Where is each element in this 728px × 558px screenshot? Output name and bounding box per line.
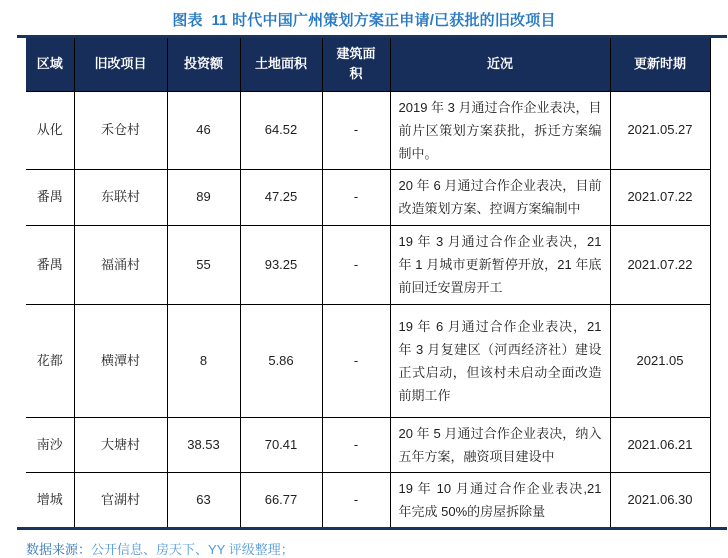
- cell-status: 2019 年 3 月通过合作企业表决，目前片区策划方案获批，拆迁方案编制中。: [390, 91, 610, 169]
- table-row: [26, 304, 710, 417]
- cell-project: 福涌村: [74, 225, 167, 304]
- cell-project: 禾仓村: [74, 91, 167, 169]
- cell-update-date: 2021.05: [610, 304, 710, 417]
- cell-land-area: 5.86: [240, 304, 322, 417]
- cell-land-area: 66.77: [240, 472, 322, 527]
- cell-status: 20 年 6 月通过合作企业表决，目前改造策划方案、控调方案编制中: [390, 169, 610, 225]
- cell-building-area: -: [322, 472, 390, 527]
- figure-title: 图表 11 时代中国广州策划方案正申请/已获批的旧改项目: [172, 12, 556, 29]
- cell-investment: 89: [167, 169, 240, 225]
- table-header-row: [26, 38, 710, 91]
- table-row: [26, 91, 710, 169]
- cell-project: 官湖村: [74, 472, 167, 527]
- data-source-note: [26, 539, 728, 558]
- cell-investment: 55: [167, 225, 240, 304]
- cell-land-area: 70.41: [240, 417, 322, 472]
- cell-status: 20 年 5 月通过合作企业表决，纳入五年方案，融资项目建设中: [390, 417, 610, 472]
- col-header-project: 旧改项目: [74, 38, 167, 91]
- col-header-investment: 投资额: [167, 38, 240, 91]
- cell-building-area: -: [322, 304, 390, 417]
- table-row: [26, 472, 710, 527]
- cell-investment: 46: [167, 91, 240, 169]
- cell-update-date: 2021.06.21: [610, 417, 710, 472]
- cell-building-area: -: [322, 169, 390, 225]
- cell-region: 番禺: [26, 169, 74, 225]
- cell-region: 花都: [26, 304, 74, 417]
- col-header-building-area: 建筑面积: [322, 38, 390, 91]
- cell-status: 19 年 3 月通过合作企业表决，21 年 1 月城市更新暂停开放，21 年底前回迁安置房开工: [390, 225, 610, 304]
- cell-land-area: 64.52: [240, 91, 322, 169]
- cell-update-date: 2021.05.27: [610, 91, 710, 169]
- table-bottom-rule: [17, 527, 727, 530]
- col-header-status: 近况: [390, 38, 610, 91]
- cell-region: 从化: [26, 91, 74, 169]
- cell-investment: 63: [167, 472, 240, 527]
- cell-building-area: -: [322, 417, 390, 472]
- cell-land-area: 93.25: [240, 225, 322, 304]
- cell-investment: 38.53: [167, 417, 240, 472]
- cell-land-area: 47.25: [240, 169, 322, 225]
- cell-status: 19 年 6 月通过合作企业表决，21 年 3 月复建区（河西经济社）建设正式启动，但该村未启动全面改造前期工作: [390, 304, 610, 417]
- data-source-label: 数据来源：: [26, 541, 92, 557]
- cell-update-date: 2021.07.22: [610, 169, 710, 225]
- cell-building-area: -: [322, 91, 390, 169]
- cell-status: 19 年 10 月通过合作企业表决,21 年完成 50%的房屋拆除量: [390, 472, 610, 527]
- cell-region: 番禺: [26, 225, 74, 304]
- col-header-land-area: 土地面积: [240, 38, 322, 91]
- table-body: [26, 91, 710, 527]
- cell-project: 大塘村: [74, 417, 167, 472]
- col-header-region: 区域: [26, 38, 74, 91]
- table-row: [26, 225, 710, 304]
- col-header-update-date: 更新时期: [610, 38, 710, 91]
- projects-table: [26, 38, 711, 527]
- cell-building-area: -: [322, 225, 390, 304]
- data-source-text: 公开信息、房天下、YY 评级整理；: [91, 541, 294, 557]
- table-row: [26, 417, 710, 472]
- cell-project: 横潭村: [74, 304, 167, 417]
- cell-region: 南沙: [26, 417, 74, 472]
- cell-project: 东联村: [74, 169, 167, 225]
- table-header: [26, 38, 710, 91]
- table-row: [26, 169, 710, 225]
- cell-update-date: 2021.06.30: [610, 472, 710, 527]
- cell-update-date: 2021.07.22: [610, 225, 710, 304]
- cell-region: 增城: [26, 472, 74, 527]
- cell-investment: 8: [167, 304, 240, 417]
